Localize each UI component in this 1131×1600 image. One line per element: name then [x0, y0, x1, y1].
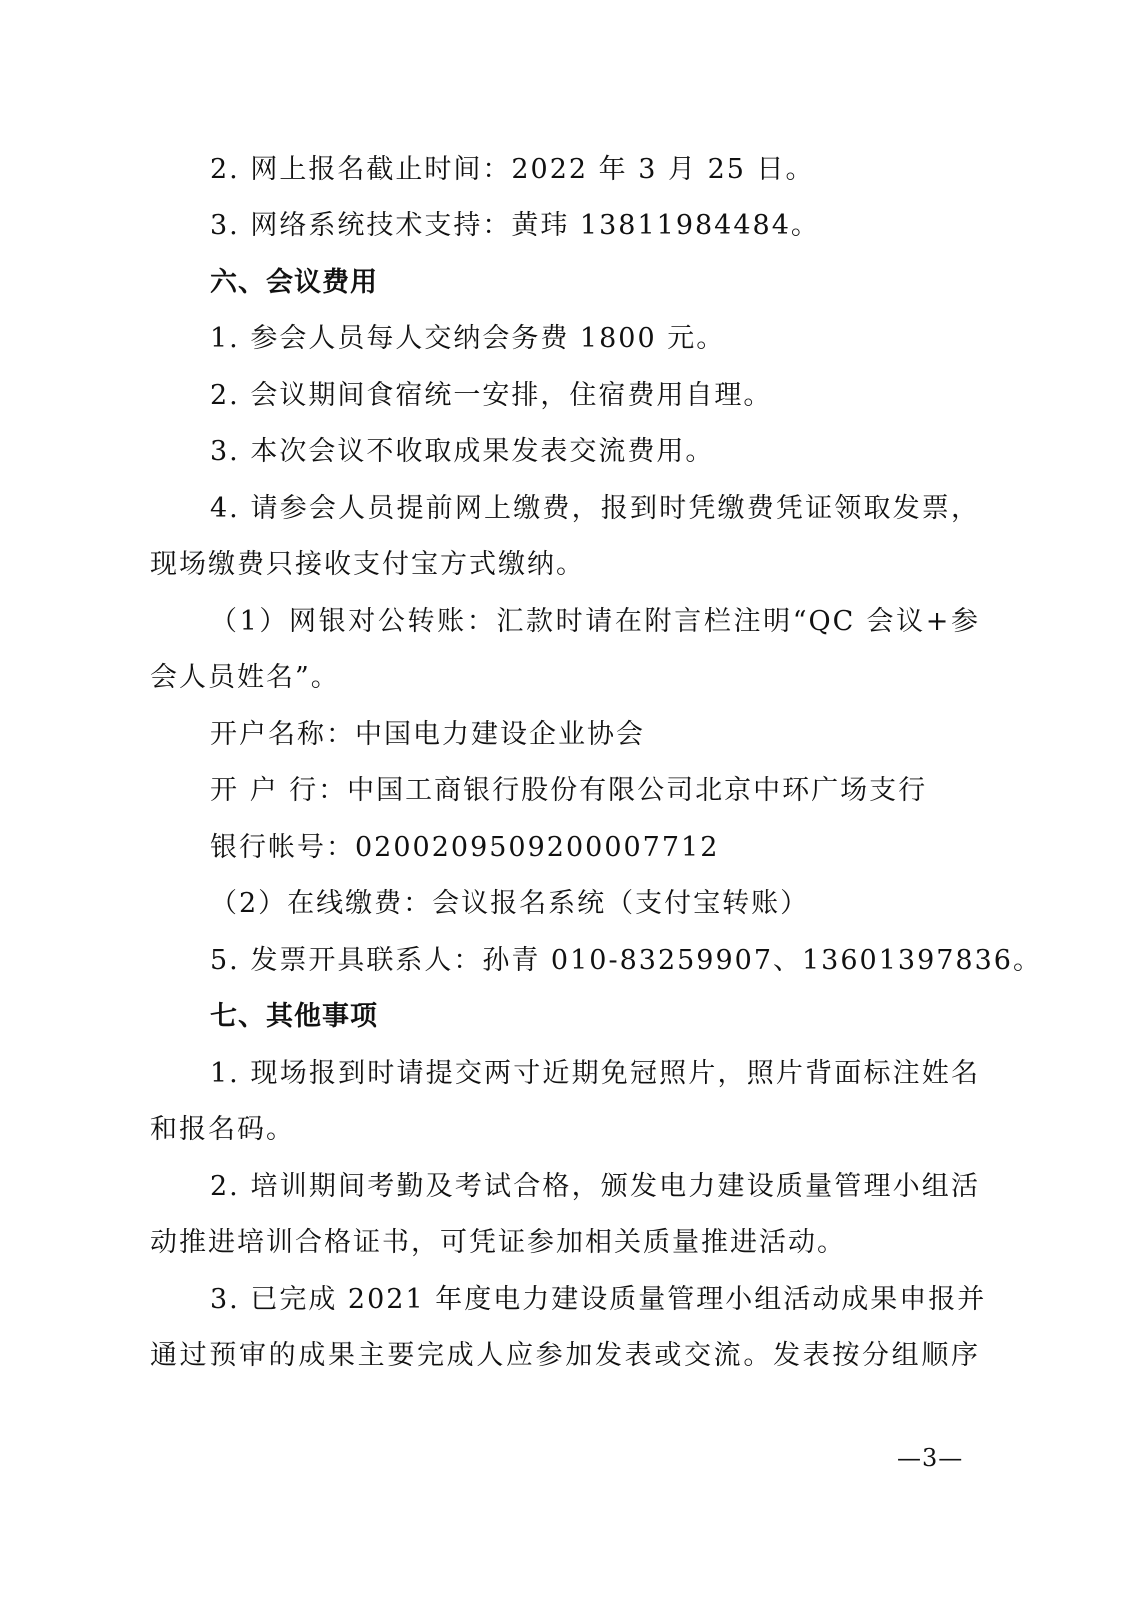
paragraph-certificate-line-1: 2. 培训期间考勤及考试合格，颁发电力建设质量管理小组活: [210, 1171, 980, 1202]
account-bank: 开 户 行：中国工商银行股份有限公司北京中环广场支行: [210, 775, 928, 806]
paragraph-payment-line-2: 现场缴费只接收支付宝方式缴纳。: [150, 549, 585, 580]
paragraph-fee-amount: 1. 参会人员每人交纳会务费 1800 元。: [210, 323, 726, 354]
page-number: —3—: [897, 1444, 964, 1472]
paragraph-online-payment: （2）在线缴费：会议报名系统（支付宝转账）: [210, 888, 810, 919]
paragraph-presentation-line-1: 3. 已完成 2021 年度电力建设质量管理小组活动成果申报并: [210, 1284, 987, 1315]
paragraph-photo-line-2: 和报名码。: [150, 1114, 295, 1145]
paragraph-no-exchange-fee: 3. 本次会议不收取成果发表交流费用。: [210, 436, 715, 467]
paragraph-tech-support: 3. 网络系统技术支持：黄玮 13811984484。: [210, 210, 820, 241]
paragraph-presentation-line-2: 通过预审的成果主要完成人应参加发表或交流。发表按分组顺序: [150, 1340, 980, 1371]
paragraph-registration-deadline: 2. 网上报名截止时间：2022 年 3 月 25 日。: [210, 154, 815, 185]
paragraph-certificate-line-2: 动推进培训合格证书，可凭证参加相关质量推进活动。: [150, 1227, 846, 1258]
paragraph-invoice-contact: 5. 发票开具联系人：孙青 010-83259907、13601397836。: [210, 945, 1042, 976]
account-name: 开户名称：中国电力建设企业协会: [210, 719, 645, 750]
paragraph-bank-transfer-line-1: （1）网银对公转账：汇款时请在附言栏注明“QC 会议+参: [210, 606, 980, 637]
section-heading-meeting-fees: 六、会议费用: [210, 267, 378, 298]
paragraph-bank-transfer-line-2: 会人员姓名”。: [150, 662, 340, 693]
paragraph-accommodation: 2. 会议期间食宿统一安排，住宿费用自理。: [210, 380, 773, 411]
paragraph-payment-line-1: 4. 请参会人员提前网上缴费，报到时凭缴费凭证领取发票，: [210, 493, 980, 524]
account-number: 银行帐号：0200209509200007712: [210, 832, 720, 863]
paragraph-photo-line-1: 1. 现场报到时请提交两寸近期免冠照片，照片背面标注姓名: [210, 1058, 980, 1089]
section-heading-other-matters: 七、其他事项: [210, 1001, 378, 1032]
